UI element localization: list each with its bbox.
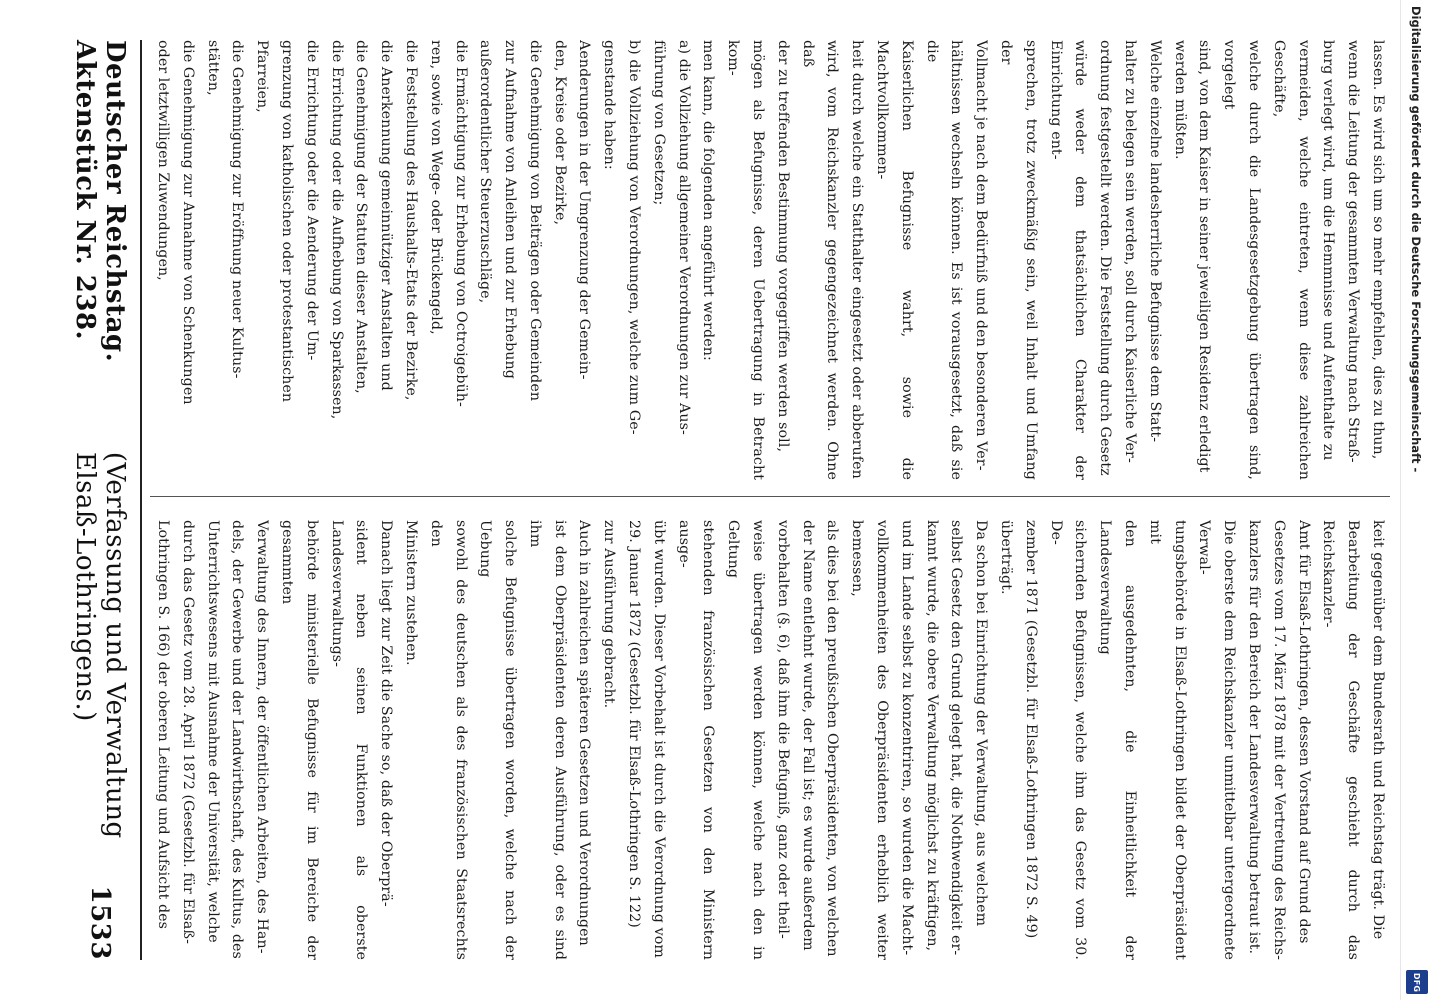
text-line: die Anerkennung gemeinnütziger Anstalten und (378, 40, 395, 391)
text-line: ist dem Oberpräsidenten deren Ausführung, oder es sind ihm (526, 520, 568, 960)
text-line: tungsbehörde in Elsaß-Lothringen bildet der Oberpräsident mit (1146, 520, 1188, 960)
text-line: Aenderungen in der Umgrenzung der Gemein- (576, 40, 593, 380)
text-line: den ausgedehnten, die Einheitlichkeit der Landesverwaltung (1097, 520, 1139, 960)
text-line: selbst Gesetz den Grund gelegt hat, die Nothwendigkeit er- (948, 520, 965, 956)
text-line: lassen. Es wird sich um so mehr empfehlen, dies zu thun, (1370, 40, 1386, 460)
text-line: wird, vom Reichskanzler gegengezeichnet werden. Ohne daß (799, 40, 841, 480)
text-line: oder letztwilligen Zuwendungen, (154, 40, 171, 281)
text-line: die Errichtung oder die Aufhebung von Sparkassen, (328, 40, 345, 420)
text-line: mögen als Befugnisse, deren Uebertragung in Betracht kom- (725, 40, 767, 480)
text-line: sprechen, trotz zweckmäßig sein, weil Inhalt und Umfang der (998, 40, 1039, 480)
text-line: Ministern zustehen. (402, 520, 419, 666)
text-column-right (150, 520, 1390, 960)
text-line: Bearbeitung der Geschäfte geschieht durch das Reichskanzler- (1320, 520, 1362, 960)
text-line: und im Lande selbst zu konzentriren, so wurden die Macht- (898, 520, 915, 956)
digitisation-strip (1400, 0, 1432, 1000)
text-line: genstande haben: (601, 40, 618, 170)
text-line: die Feststellung des Haushalts-Etats der Bezirke, (402, 40, 419, 401)
text-line: burg verlegt wird, um die Hemmnisse und Aufenthalte zu (1320, 40, 1337, 461)
text-line: außerordentlicher Steuerzuschläge, (477, 40, 494, 304)
text-line: durch das Gesetz vom 28. April 1872 (Gesetzbl. für Elsaß- (179, 520, 196, 944)
text-line: den, Kreise oder Bezirke, (551, 40, 568, 226)
text-line: werden müßten. (1171, 40, 1188, 160)
text-line: zember 1871 (Gesetzbl. für Elsaß-Lothringen 1872 S. 49) (1022, 520, 1039, 939)
text-line: grenzung von katholischen oder protestantischen (278, 40, 295, 403)
text-line: die Ermächtigung zur Erhebung von Octroigebüh- (452, 40, 469, 407)
text-line: weise übertragen werden können, welche nach den in Geltung (725, 520, 767, 960)
text-line: Vollmacht je nach dem Bedürfniß und den besonderen Ver- (973, 40, 990, 471)
text-line: die Genehmigung von Beiträgen oder Gemeinden (526, 40, 543, 402)
text-line: ordnung festgestellt werden. Die Feststellung durch Gesetz (1097, 40, 1114, 476)
text-line: stehenden französischen Gesetzen von den Ministern ausge- (675, 520, 717, 960)
text-column-left (150, 40, 1390, 480)
text-line: Die oberste dem Reichskanzler unmittelbar untergeordnete Verwal- (1196, 520, 1238, 960)
text-line: die Genehmigung zur Eröffnung neuer Kultus- (229, 40, 246, 379)
text-line: welche durch die Landesgesetzgebung übertragen sind, vorgelegt (1221, 40, 1263, 480)
text-line: Welche einzelne landesherrliche Befugnisse dem Statt- (1146, 40, 1163, 443)
text-line: die Genehmigung der Statuten dieser Anstalten, (353, 40, 370, 394)
text-line: als dies bei den preußischen Oberpräsidenten, von welchen (824, 520, 841, 957)
text-line: keit gegenüber dem Bundesrath und Reichstag trägt. Die (1370, 520, 1386, 940)
text-line: 29. Januar 1872 (Gesetzbl. für Elsaß-Lothringen S. 122) (626, 520, 643, 928)
text-line: würde weder dem thatsächlichen Charakter der Einrichtung ent- (1047, 40, 1089, 480)
digitisation-credit: Digitalisierung gefördert durch die Deutsche Forschungsgemeinschaft - (1409, 6, 1423, 473)
text-line: Gesetzes vom 17. März 1878 mit der Vertretung des Reichs- (1270, 520, 1287, 960)
text-line: die Genehmigung zur Annahme von Schenkungen (179, 40, 196, 405)
text-line: stätten, (204, 40, 221, 96)
text-line: führung von Gesetzen; (650, 40, 667, 206)
text-line: kanzlers für den Bereich der Landesverwaltung betraut ist. (1246, 520, 1263, 955)
text-line: Da schon bei Einrichtung der Verwaltung, aus welchem (973, 520, 990, 927)
text-line: a) die Vollziehung allgemeiner Verordnungen zur Aus- (675, 40, 692, 435)
text-line: b) die Vollziehung von Verordnungen, welche zum Ge- (626, 40, 643, 435)
text-line: dels, der Gewerbe und der Landwirthschaft, des Kultus, des (229, 520, 246, 959)
text-line: überträgt. (998, 520, 1015, 595)
header-rule (140, 40, 142, 960)
text-line: Auch in zahlreichen späteren Gesetzen und Verordnungen (576, 520, 593, 946)
text-line: Unterrichtswesens mit Ausnahme der Universität, welche (204, 520, 221, 943)
text-line: Amt für Elsaß-Lothringen, dessen Vorstand auf Grund des (1295, 520, 1312, 944)
text-line: hältnissen wechseln können. Es ist vorausgesetzt, daß sie die (923, 40, 965, 480)
text-line: wenn die Leitung der gesammten Verwaltung nach Straß- (1345, 40, 1362, 463)
header-subtitle: (Verfassung und Verwaltung Elsaß-Lothringens.) (70, 451, 130, 839)
text-line: heit durch welche ein Statthalter eingesetzt oder abberufen (849, 40, 866, 479)
dfg-logo (1406, 970, 1428, 994)
text-line: Kaiserlichen Befugnisse wahrt, sowie die Machtvollkommen- (874, 40, 915, 480)
text-line: zur Ausführung gebracht. (601, 520, 618, 709)
text-line: vermeiden, welche eintreten, wenn diese zahlreichen Geschäfte, (1270, 40, 1312, 480)
text-line: die Errichtung oder die Aenderung der Um- (303, 40, 320, 361)
text-line: sichernden Befugnissen, welche ihm das Gesetz vom 30. De- (1047, 520, 1089, 960)
text-line: sident neben seinen Funktionen als oberste Landesverwaltungs- (328, 520, 370, 960)
text-line: Verwaltung des Innern, der öffentlichen Arbeiten, des Han- (254, 520, 271, 954)
text-line: sind, von dem Kaiser in seiner jeweiligen Residenz erledigt (1196, 40, 1213, 473)
text-line: kannt wurde, die obere Verwaltung möglichst zu kräftigen, (923, 520, 940, 952)
text-line: Pfarreien, (254, 40, 271, 113)
text-line: behörde ministerielle Befugnisse für im Bereiche der gesammten (278, 520, 320, 960)
page-header (70, 40, 130, 960)
text-line: halter zu belegen sein werden, soll durch Kaiserliche Ver- (1122, 40, 1139, 463)
text-line: men kann, die folgenden angeführt werden: (700, 40, 717, 361)
text-line: zur Aufnahme von Anleihen und zur Erhebung (502, 40, 519, 379)
text-line: der zu treffenden Bestimmung vorgegriffen werden soll, (774, 40, 791, 453)
text-line: ren, sowie von Wege- oder Brückengeld, (427, 40, 444, 335)
page-number: 1533 (85, 885, 115, 960)
text-line: sowohl des deutschen als des französischen Staatsrechts den (427, 520, 469, 960)
text-line: der Name entlehnt wurde, der Fall ist; es wurde außerdem (799, 520, 816, 951)
text-line: solche Befugnisse übertragen worden, welche nach der Uebung (477, 520, 519, 960)
text-line: Lothringen S. 166) der oberen Leitung und Aufsicht des (154, 520, 171, 930)
column-divider (150, 496, 1390, 497)
text-line: übt wurden. Dieser Vorbehalt ist durch die Verordnung vom (650, 520, 667, 958)
text-line: vollkommenheiten des Oberpräsidenten erheblich weiter bemessen, (849, 520, 891, 960)
text-line: Danach liegt zur Zeit die Sache so, daß der Oberprä- (378, 520, 395, 907)
header-title: Deutscher Reichstag. Aktenstück Nr. 238. (70, 40, 130, 363)
text-line: vorbehalten (§. 6), daß ihm die Befugniß, ganz oder theil- (774, 520, 791, 939)
dfg-logo-label: DFG (1412, 972, 1422, 992)
